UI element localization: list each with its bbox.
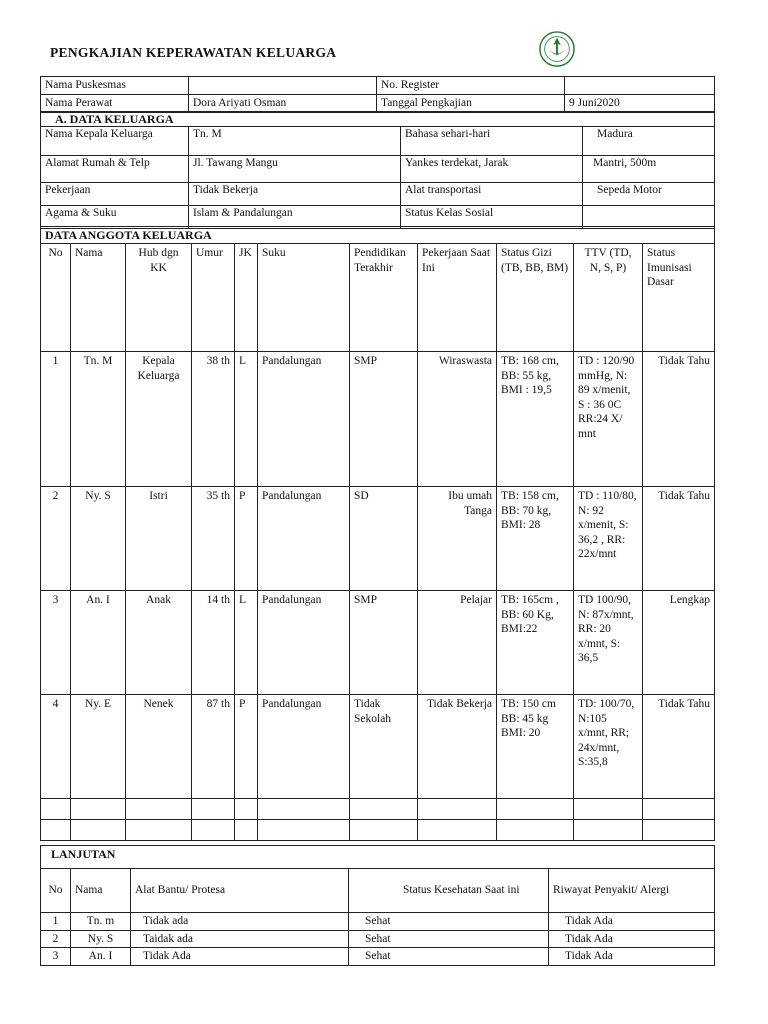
empty-row: [41, 820, 715, 841]
kepala-label: Nama Kepala Keluarga: [41, 127, 189, 156]
col-umur: Umur: [192, 244, 235, 352]
pekerjaan-value: Tidak Bekerja: [189, 183, 401, 206]
table-row: 2 Ny. S Istri 35 th P Pandalungan SD Ibu umah Tanga TB: 158 cm, BB: 70 kg, BMI: 28 TD : 110/80, N: 92 x/menit, S: 36,2 , RR: 22x/mnt Tidak Tahu: [41, 487, 715, 591]
continuation-heading: LANJUTAN: [41, 846, 715, 869]
col-pendidikan: Pendidikan Terakhir: [350, 244, 418, 352]
family-members-table: [40, 226, 715, 841]
yankes-label: Yankes terdekat, Jarak: [401, 156, 583, 183]
agama-label: Agama & Suku: [41, 206, 189, 229]
table-row: 3 An. I Tidak Ada Sehat Tidak Ada: [41, 948, 715, 966]
family-data-table: [40, 111, 715, 229]
empty-row: [41, 799, 715, 820]
perawat-value: Dora Ariyati Osman: [189, 95, 377, 113]
col-pekerjaan: Pekerjaan Saat Ini: [418, 244, 497, 352]
agama-value: Islam & Pandalungan: [189, 206, 401, 229]
document-title: PENGKAJIAN KEPERAWATAN KELUARGA: [50, 45, 337, 60]
perawat-label: Nama Perawat: [41, 95, 189, 113]
table-row: 4 Ny. E Nenek 87 th P Pandalungan Tidak Sekolah Tidak Bekerja TB: 150 cm BB: 45 kg BMI: 20 TD: 100/70, N:105 x/mnt, RR; 24x/mnt, S:35,8 Tidak Tahu: [41, 695, 715, 799]
col-imunisasi: Status Imunisasi Dasar: [643, 244, 715, 352]
col-jk: JK: [235, 244, 258, 352]
col-ttv: TTV (TD, N, S, P): [574, 244, 643, 352]
col-no: No: [41, 244, 71, 352]
tanggal-label: Tanggal Pengkajian: [377, 95, 565, 113]
header-table: [40, 76, 715, 113]
members-heading: DATA ANGGOTA KELUARGA: [41, 227, 715, 244]
status-sosial-label: Status Kelas Sosial: [401, 206, 583, 229]
bakti-husada-logo: [538, 30, 576, 68]
table-row: 2 Ny. S Taidak ada Sehat Tidak Ada: [41, 930, 715, 948]
alamat-value: Jl. Tawang Mangu: [189, 156, 401, 183]
table-row: 1 Tn. M Kepala Keluarga 38 th L Pandalungan SMP Wiraswasta TB: 168 cm, BB: 55 kg, BMI : 19,5 TD : 120/90 mmHg, N: 89 x/menit, S : 36 0C RR:24 X/ mnt Tidak Tahu: [41, 352, 715, 487]
col-status: Status Kesehatan Saat ini: [349, 869, 549, 913]
pekerjaan-label: Pekerjaan: [41, 183, 189, 206]
table-row: 3 An. I Anak 14 th L Pandalungan SMP Pelajar TB: 165cm , BB: 60 Kg, BMI:22 TD 100/90, N: 87x/mnt, RR: 20 x/mnt, S: 36,5 Lengkap: [41, 591, 715, 695]
puskesmas-label: Nama Puskesmas: [41, 77, 189, 95]
kepala-value: Tn. M: [189, 127, 401, 156]
col-alat: Alat Bantu/ Protesa: [131, 869, 349, 913]
alamat-label: Alamat Rumah & Telp: [41, 156, 189, 183]
col-riwayat: Riwayat Penyakit/ Alergi: [549, 869, 715, 913]
puskesmas-value: [189, 77, 377, 95]
transport-value: Sepeda Motor: [583, 183, 715, 206]
bahasa-label: Bahasa sehari-hari: [401, 127, 583, 156]
family-data-heading: A. DATA KELUARGA: [41, 112, 715, 127]
tanggal-value: 9 Juni2020: [565, 95, 715, 113]
col-nama: Nama: [71, 869, 131, 913]
register-label: No. Register: [377, 77, 565, 95]
continuation-table: [40, 845, 715, 966]
col-no: No: [41, 869, 71, 913]
col-suku: Suku: [258, 244, 350, 352]
col-hub: Hub dgn KK: [126, 244, 192, 352]
transport-label: Alat transportasi: [401, 183, 583, 206]
yankes-value: Mantri, 500m: [583, 156, 715, 183]
col-nama: Nama: [71, 244, 126, 352]
col-gizi: Status Gizi (TB, BB, BM): [497, 244, 574, 352]
table-row: 1 Tn. m Tidak ada Sehat Tidak Ada: [41, 913, 715, 931]
register-value: [565, 77, 715, 95]
bahasa-value: Madura: [583, 127, 715, 156]
